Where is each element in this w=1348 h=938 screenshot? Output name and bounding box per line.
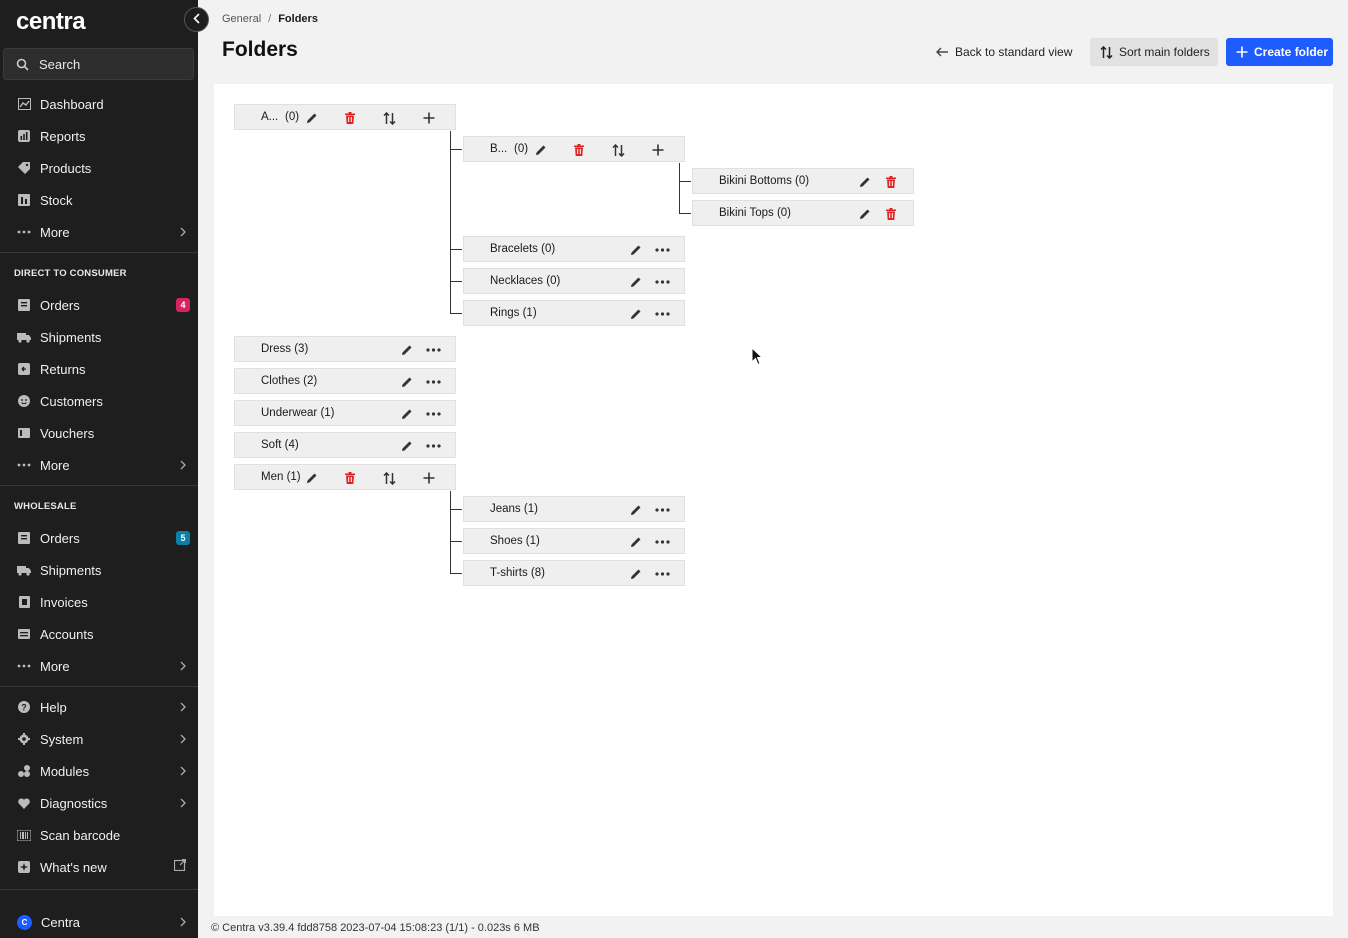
- tree-connector: [450, 281, 462, 282]
- folders-panel: [214, 84, 1333, 916]
- plus-icon: [1236, 46, 1248, 58]
- customer-icon: [17, 394, 31, 408]
- plus-icon[interactable]: [650, 142, 666, 158]
- folder-label: Soft (4): [261, 439, 299, 451]
- folder-label: A...: [261, 111, 279, 123]
- folder-label: Necklaces (0): [490, 275, 561, 287]
- trash-icon[interactable]: [342, 470, 358, 486]
- sidebar-item-dtc-more[interactable]: More: [0, 449, 198, 481]
- accounts-icon: [17, 627, 31, 641]
- tree-connector: [450, 249, 462, 250]
- sidebar-item-dtc-orders[interactable]: Orders 4: [0, 289, 198, 321]
- create-folder-button[interactable]: Create folder: [1226, 38, 1333, 66]
- folder-count: (0): [514, 143, 529, 155]
- folder-label: Underwear (1): [261, 407, 335, 419]
- external-link-icon: [174, 859, 186, 874]
- chevron-right-icon: [180, 764, 186, 779]
- chart-icon: [17, 97, 31, 111]
- breadcrumb-current: Folders: [278, 13, 318, 25]
- sidebar-item-dtc-returns[interactable]: Returns: [0, 353, 198, 385]
- sidebar-item-ws-shipments[interactable]: Shipments: [0, 554, 198, 586]
- folder-node-clothes[interactable]: [234, 368, 456, 394]
- folder-node-shoes[interactable]: [463, 528, 685, 554]
- trash-icon[interactable]: [883, 174, 899, 190]
- sidebar-item-help[interactable]: ? Help: [0, 691, 198, 723]
- sort-main-folders-button[interactable]: Sort main folders: [1090, 38, 1218, 66]
- breadcrumb-general[interactable]: General: [222, 13, 262, 25]
- tree-connector: [450, 541, 462, 542]
- chevron-right-icon: [180, 915, 186, 930]
- orders-count-badge: 4: [176, 298, 190, 312]
- folder-node-underwear[interactable]: [234, 400, 456, 426]
- section-title-wholesale: WHOLESALE: [14, 501, 77, 512]
- help-icon: [17, 700, 31, 714]
- more-icon[interactable]: [425, 406, 441, 422]
- chevron-right-icon: [180, 700, 186, 715]
- tree-connector: [679, 163, 680, 213]
- plus-icon[interactable]: [421, 470, 437, 486]
- truck-icon: [17, 330, 31, 344]
- divider: [0, 252, 198, 253]
- folder-label: Clothes (2): [261, 375, 318, 387]
- sidebar-item-ws-more[interactable]: More: [0, 650, 198, 682]
- tree-connector: [679, 213, 691, 214]
- folder-node-a[interactable]: [234, 104, 456, 130]
- folder-count: (0): [285, 111, 300, 123]
- folder-label: Jeans (1): [490, 503, 538, 515]
- mouse-cursor-icon: [751, 347, 763, 371]
- chevron-right-icon: [180, 796, 186, 811]
- pencil-icon[interactable]: [399, 438, 415, 454]
- pencil-icon[interactable]: [857, 206, 873, 222]
- folder-node-rings[interactable]: [463, 300, 685, 326]
- sort-icon[interactable]: [381, 470, 397, 486]
- pencil-icon[interactable]: [628, 242, 644, 258]
- sparkle-icon: [17, 860, 31, 874]
- more-icon[interactable]: [654, 274, 670, 290]
- more-icon: [17, 659, 31, 673]
- sidebar-item-dtc-shipments[interactable]: Shipments: [0, 321, 198, 353]
- pencil-icon[interactable]: [628, 274, 644, 290]
- more-icon[interactable]: [654, 534, 670, 550]
- divider: [0, 485, 198, 486]
- folder-label: B...: [490, 143, 508, 155]
- folder-node-men[interactable]: [234, 464, 456, 490]
- plus-icon[interactable]: [421, 110, 437, 126]
- folder-node-soft[interactable]: [234, 432, 456, 458]
- section-title-dtc: DIRECT TO CONSUMER: [14, 268, 127, 279]
- sidebar-item-stock[interactable]: Stock: [0, 184, 198, 216]
- orders-icon: [17, 298, 31, 312]
- sidebar: [0, 0, 198, 938]
- svg-text:?: ?: [21, 702, 27, 713]
- collapse-sidebar-button[interactable]: [184, 7, 209, 32]
- sidebar-item-dtc-customers[interactable]: Customers: [0, 385, 198, 417]
- more-icon: [17, 225, 31, 239]
- pencil-icon[interactable]: [399, 406, 415, 422]
- tag-icon: [17, 161, 31, 175]
- folder-label: Bracelets (0): [490, 243, 556, 255]
- trash-icon[interactable]: [342, 110, 358, 126]
- folder-node-necklaces[interactable]: [463, 268, 685, 294]
- folder-label: Rings (1): [490, 307, 537, 319]
- sidebar-item-more[interactable]: More: [0, 216, 198, 248]
- tree-connector: [450, 491, 451, 574]
- pencil-icon[interactable]: [628, 306, 644, 322]
- breadcrumb: [222, 13, 318, 25]
- more-icon[interactable]: [654, 566, 670, 582]
- barcode-icon: [17, 828, 31, 842]
- pencil-icon[interactable]: [533, 142, 549, 158]
- folder-label: Bikini Bottoms (0): [719, 175, 810, 187]
- folder-node-bikini-bottoms[interactable]: [692, 168, 914, 194]
- search-label: Search: [39, 56, 81, 72]
- divider: [0, 686, 198, 687]
- sidebar-item-system[interactable]: System: [0, 723, 198, 755]
- stock-icon: [17, 193, 31, 207]
- footer-version: © Centra v3.39.4 fdd8758 2023-07-04 15:08:23 (1/1) - 0.023s 6 MB: [211, 922, 540, 934]
- more-icon[interactable]: [425, 374, 441, 390]
- tree-connector: [450, 313, 462, 314]
- chevron-right-icon: [180, 225, 186, 240]
- chevron-left-icon: [193, 11, 200, 29]
- invoice-icon: [17, 595, 31, 609]
- pencil-icon[interactable]: [399, 374, 415, 390]
- more-icon[interactable]: [654, 502, 670, 518]
- search-input[interactable]: [3, 48, 194, 80]
- chevron-right-icon: [180, 732, 186, 747]
- more-icon[interactable]: [425, 438, 441, 454]
- more-icon[interactable]: [425, 342, 441, 358]
- folder-label: T-shirts (8): [490, 567, 545, 579]
- sidebar-item-scan-barcode[interactable]: Scan barcode: [0, 819, 198, 851]
- sidebar-item-diagnostics[interactable]: Diagnostics: [0, 787, 198, 819]
- divider: [0, 889, 198, 890]
- tree-connector: [450, 509, 462, 510]
- tree-connector: [679, 181, 691, 182]
- trash-icon[interactable]: [883, 206, 899, 222]
- returns-icon: [17, 362, 31, 376]
- voucher-icon: [17, 426, 31, 440]
- heart-icon: [17, 796, 31, 810]
- tree-connector: [450, 149, 462, 150]
- breadcrumb-separator: /: [268, 13, 272, 25]
- sort-icon: [1100, 46, 1113, 59]
- sidebar-item-whats-new[interactable]: What's new: [0, 851, 198, 883]
- more-icon: [17, 458, 31, 472]
- folder-label: Bikini Tops (0): [719, 207, 792, 219]
- chevron-right-icon: [180, 458, 186, 473]
- sidebar-item-ws-invoices[interactable]: Invoices: [0, 586, 198, 618]
- sort-icon[interactable]: [610, 142, 626, 158]
- more-icon[interactable]: [654, 242, 670, 258]
- pencil-icon[interactable]: [857, 174, 873, 190]
- pencil-icon[interactable]: [304, 470, 320, 486]
- orders-count-badge: 5: [176, 531, 190, 545]
- folder-label: Men (1): [261, 471, 301, 483]
- centra-logo[interactable]: centra: [16, 8, 86, 35]
- trash-icon[interactable]: [571, 142, 587, 158]
- folder-label: Shoes (1): [490, 535, 540, 547]
- pencil-icon[interactable]: [628, 534, 644, 550]
- sort-icon[interactable]: [381, 110, 397, 126]
- chevron-right-icon: [180, 659, 186, 674]
- truck-icon: [17, 563, 31, 577]
- more-icon[interactable]: [654, 306, 670, 322]
- sidebar-item-products[interactable]: Products: [0, 152, 198, 184]
- sidebar-item-ws-orders[interactable]: Orders 5: [0, 522, 198, 554]
- folder-node-dress[interactable]: [234, 336, 456, 362]
- page-title: Folders: [222, 38, 298, 61]
- orders-icon: [17, 531, 31, 545]
- modules-icon: [17, 764, 31, 778]
- pencil-icon[interactable]: [628, 566, 644, 582]
- sidebar-item-dtc-vouchers[interactable]: Vouchers: [0, 417, 198, 449]
- back-to-standard-view-button[interactable]: Back to standard view: [930, 38, 1078, 66]
- user-avatar: C: [17, 915, 32, 930]
- folder-label: Dress (3): [261, 343, 309, 355]
- sidebar-item-dashboard[interactable]: Dashboard: [0, 88, 198, 120]
- sidebar-item-modules[interactable]: Modules: [0, 755, 198, 787]
- folder-node-bikini-tops[interactable]: [692, 200, 914, 226]
- tree-connector: [450, 131, 451, 313]
- search-icon: [16, 58, 29, 71]
- report-icon: [17, 129, 31, 143]
- user-menu[interactable]: C Centra: [0, 906, 198, 938]
- arrow-left-icon: [936, 47, 949, 57]
- sidebar-item-ws-accounts[interactable]: Accounts: [0, 618, 198, 650]
- folder-node-tshirts[interactable]: [463, 560, 685, 586]
- pencil-icon[interactable]: [628, 502, 644, 518]
- sidebar-item-reports[interactable]: Reports: [0, 120, 198, 152]
- folder-node-b[interactable]: [463, 136, 685, 162]
- folder-node-jeans[interactable]: [463, 496, 685, 522]
- pencil-icon[interactable]: [304, 110, 320, 126]
- tree-connector: [450, 573, 462, 574]
- pencil-icon[interactable]: [399, 342, 415, 358]
- folder-node-bracelets[interactable]: [463, 236, 685, 262]
- gear-icon: [17, 732, 31, 746]
